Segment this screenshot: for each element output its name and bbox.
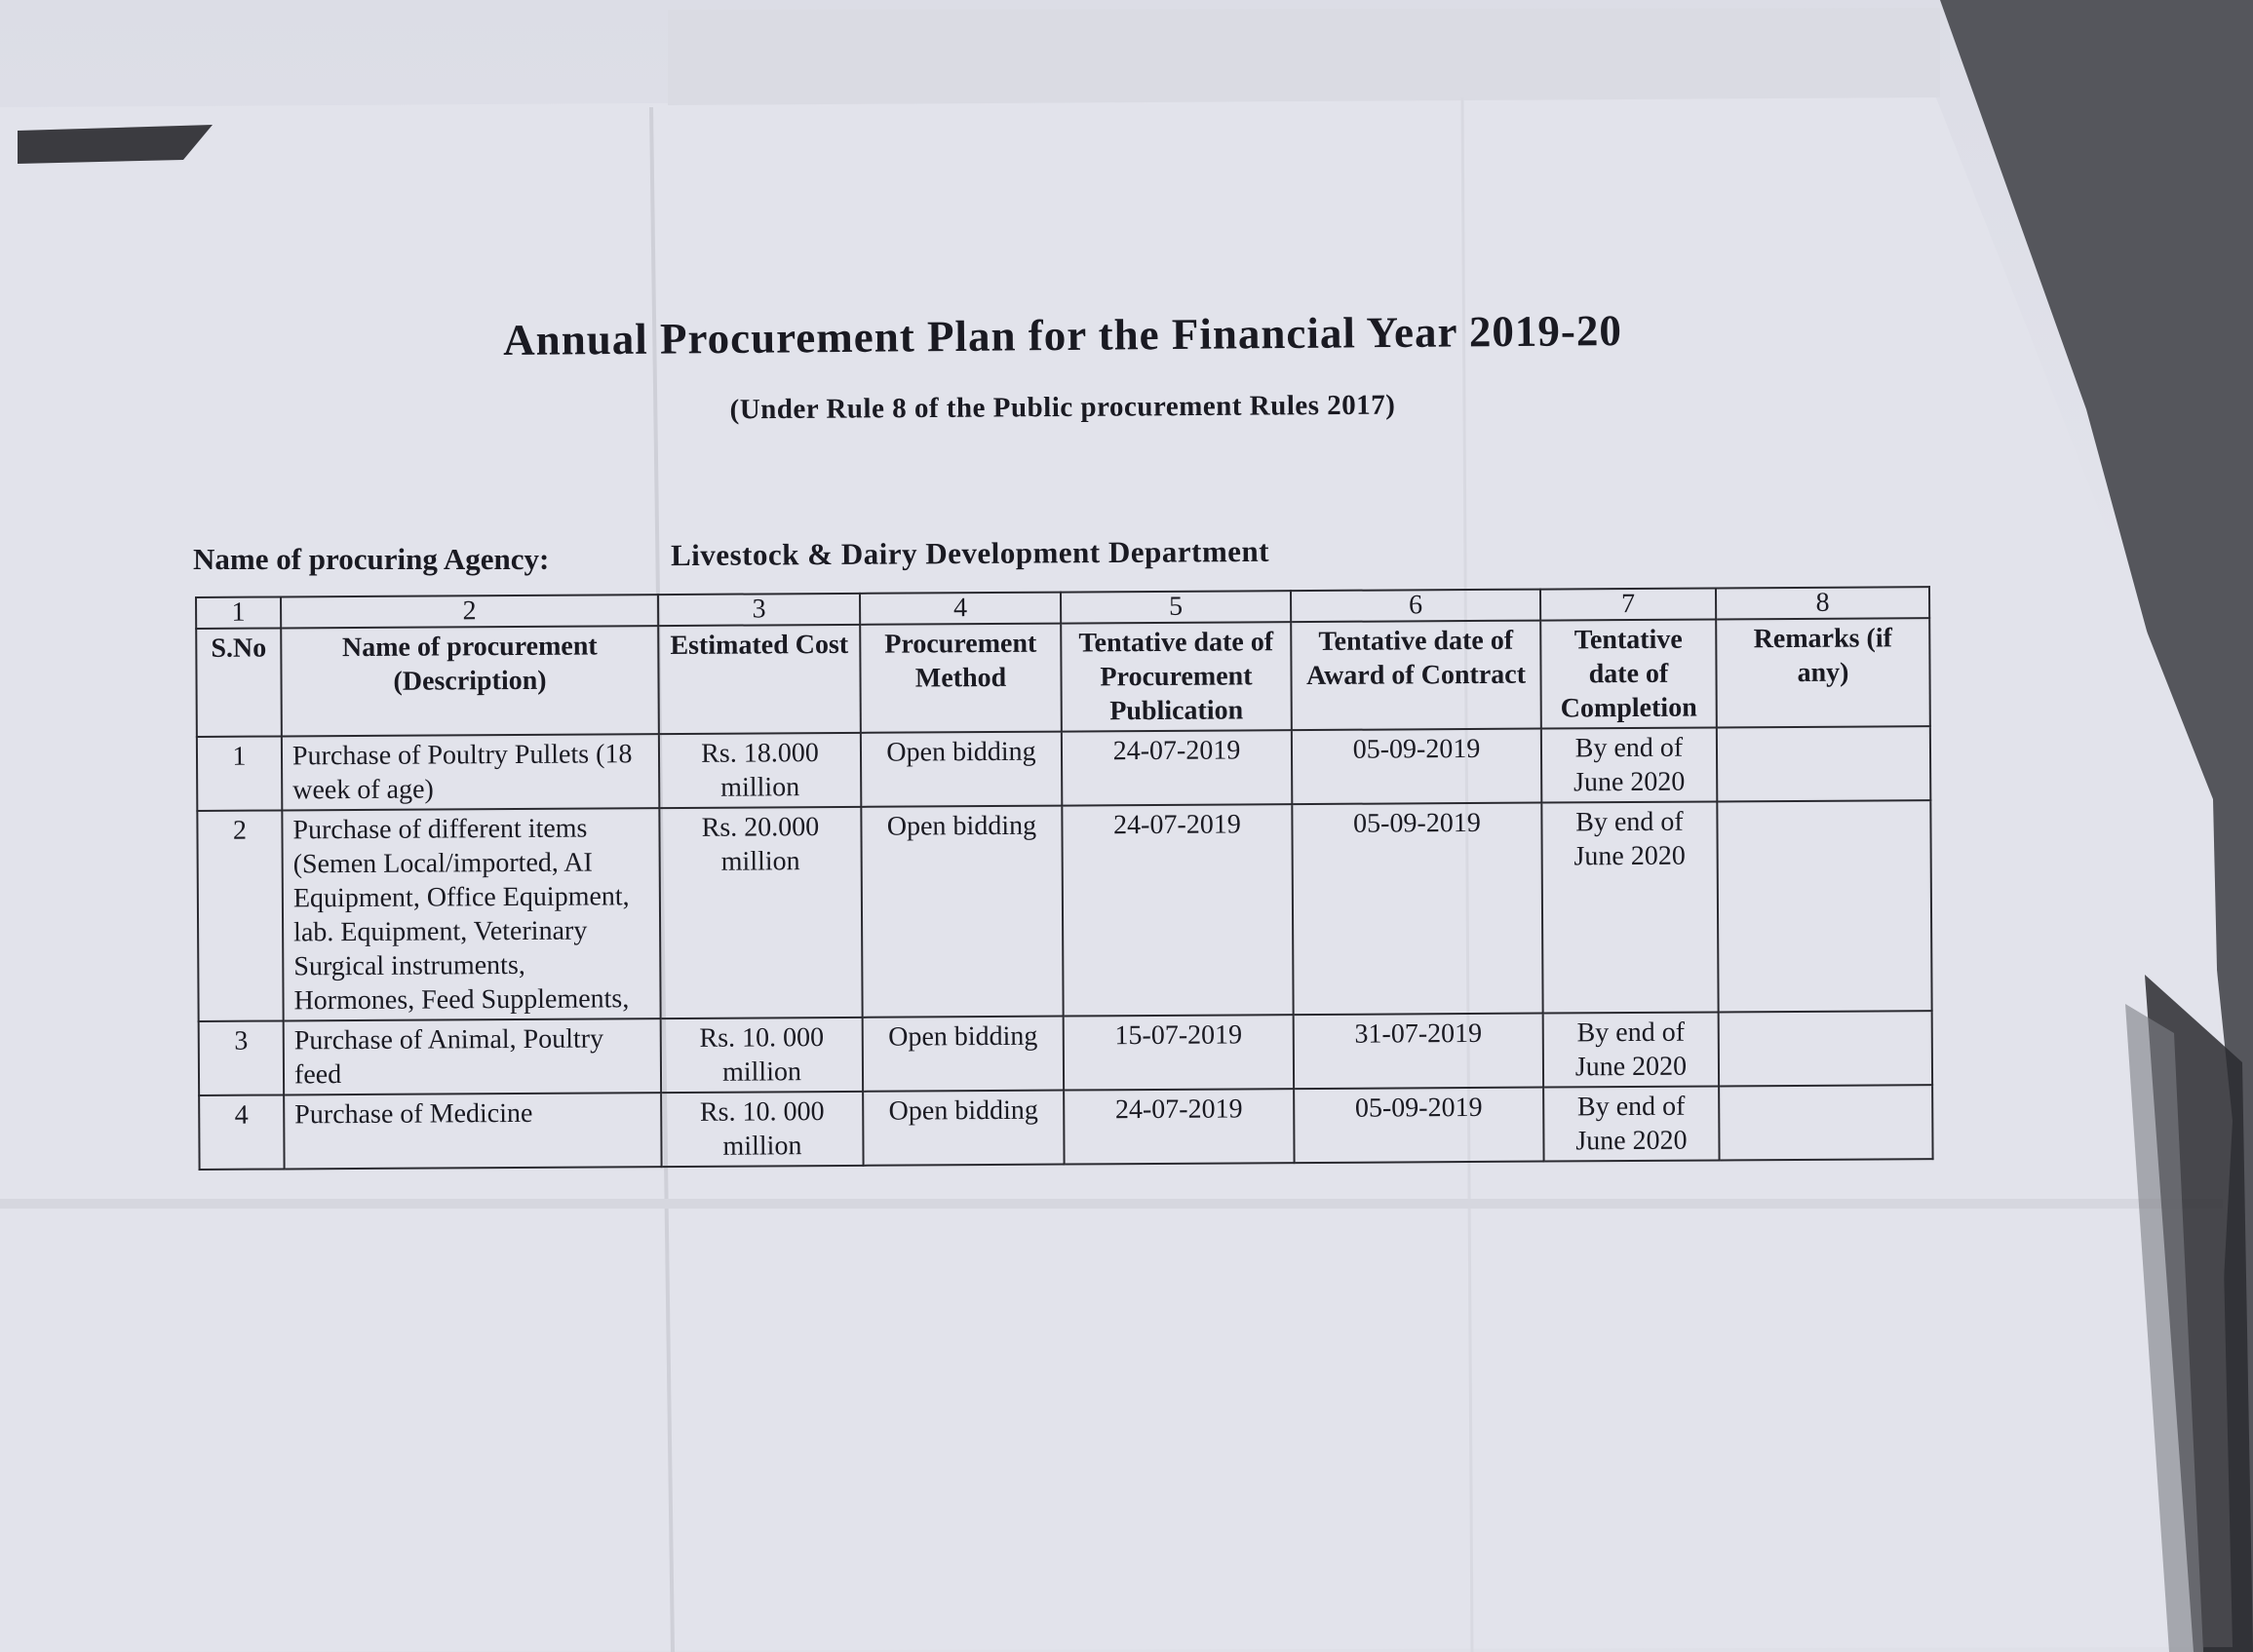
cell-cost: Rs. 10. 000 million [661, 1092, 863, 1167]
table-row [199, 1011, 1932, 1095]
cell-method: Open bidding [861, 732, 1062, 807]
cell-cost: Rs. 10. 000 million [661, 1018, 863, 1093]
cell-remarks [1717, 800, 1931, 1012]
document-subtitle: (Under Rule 8 of the Public procurement Rules 2017) [729, 389, 1396, 426]
header-completion-date: Tentative date of Completion [1540, 619, 1717, 728]
cell-description: Purchase of Poultry Pullets (18 week of age) [282, 734, 659, 810]
cell-publication-date: 15-07-2019 [1064, 1015, 1294, 1090]
cell-publication-date: 24-07-2019 [1064, 1089, 1294, 1164]
column-number: 8 [1716, 587, 1929, 619]
cell-sno: 2 [197, 810, 283, 1021]
procurement-plan-table [195, 586, 1934, 1171]
cell-completion-date: By end of June 2020 [1543, 1012, 1719, 1087]
header-remarks: Remarks (if any) [1716, 618, 1930, 727]
column-number: 6 [1291, 590, 1540, 623]
cell-sno: 1 [197, 736, 282, 811]
header-method: Procurement Method [860, 624, 1062, 733]
cell-description: Purchase of Animal, Poultry feed [284, 1018, 661, 1095]
cell-award-date: 31-07-2019 [1294, 1014, 1543, 1090]
header-cost: Estimated Cost [658, 625, 861, 734]
column-number: 7 [1540, 588, 1716, 620]
cell-method: Open bidding [861, 806, 1063, 1018]
column-number: 3 [658, 594, 860, 626]
header-row [196, 618, 1930, 737]
cell-completion-date: By end of June 2020 [1541, 801, 1718, 1013]
cell-completion-date: By end of June 2020 [1541, 727, 1717, 802]
cell-award-date: 05-09-2019 [1292, 803, 1542, 1016]
cell-cost: Rs. 20.000 million [659, 807, 862, 1018]
cell-method: Open bidding [863, 1017, 1064, 1092]
column-number: 4 [860, 593, 1061, 625]
column-number: 2 [281, 595, 658, 628]
cell-award-date: 05-09-2019 [1294, 1088, 1543, 1164]
cell-sno: 3 [199, 1020, 284, 1095]
cell-publication-date: 24-07-2019 [1062, 804, 1293, 1016]
cell-publication-date: 24-07-2019 [1062, 730, 1292, 805]
header-publication-date: Tentative date of Procurement Publication [1061, 622, 1292, 731]
table-row [197, 800, 1931, 1021]
table-row [199, 1085, 1932, 1170]
agency-name: Livestock & Dairy Development Department [670, 533, 1270, 573]
cell-method: Open bidding [863, 1091, 1064, 1166]
table-row [197, 726, 1930, 811]
header-description: Name of procurement (Description) [281, 626, 659, 736]
cell-sno: 4 [199, 1095, 284, 1170]
cell-cost: Rs. 18.000 million [659, 733, 861, 808]
cell-award-date: 05-09-2019 [1292, 729, 1541, 805]
cell-description: Purchase of Medicine [284, 1093, 661, 1169]
cell-completion-date: By end of June 2020 [1543, 1086, 1719, 1161]
header-award-date: Tentative date of Award of Contract [1291, 621, 1541, 731]
cell-remarks [1717, 726, 1930, 801]
cell-description: Purchase of different items (Semen Local/imported, AI Equipment, Office Equipment, lab. Equipment, Veterinary Surgical instruments, Hormones, Feed Supplements, [282, 808, 660, 1020]
header-sno: S.No [196, 628, 282, 737]
column-number: 1 [196, 596, 281, 629]
column-number: 5 [1061, 591, 1291, 623]
cell-remarks [1719, 1011, 1932, 1086]
agency-label: Name of procuring Agency: [193, 542, 550, 576]
cell-remarks [1719, 1085, 1932, 1160]
document-title: Annual Procurement Plan for the Financial Year 2019-20 [502, 305, 1623, 365]
